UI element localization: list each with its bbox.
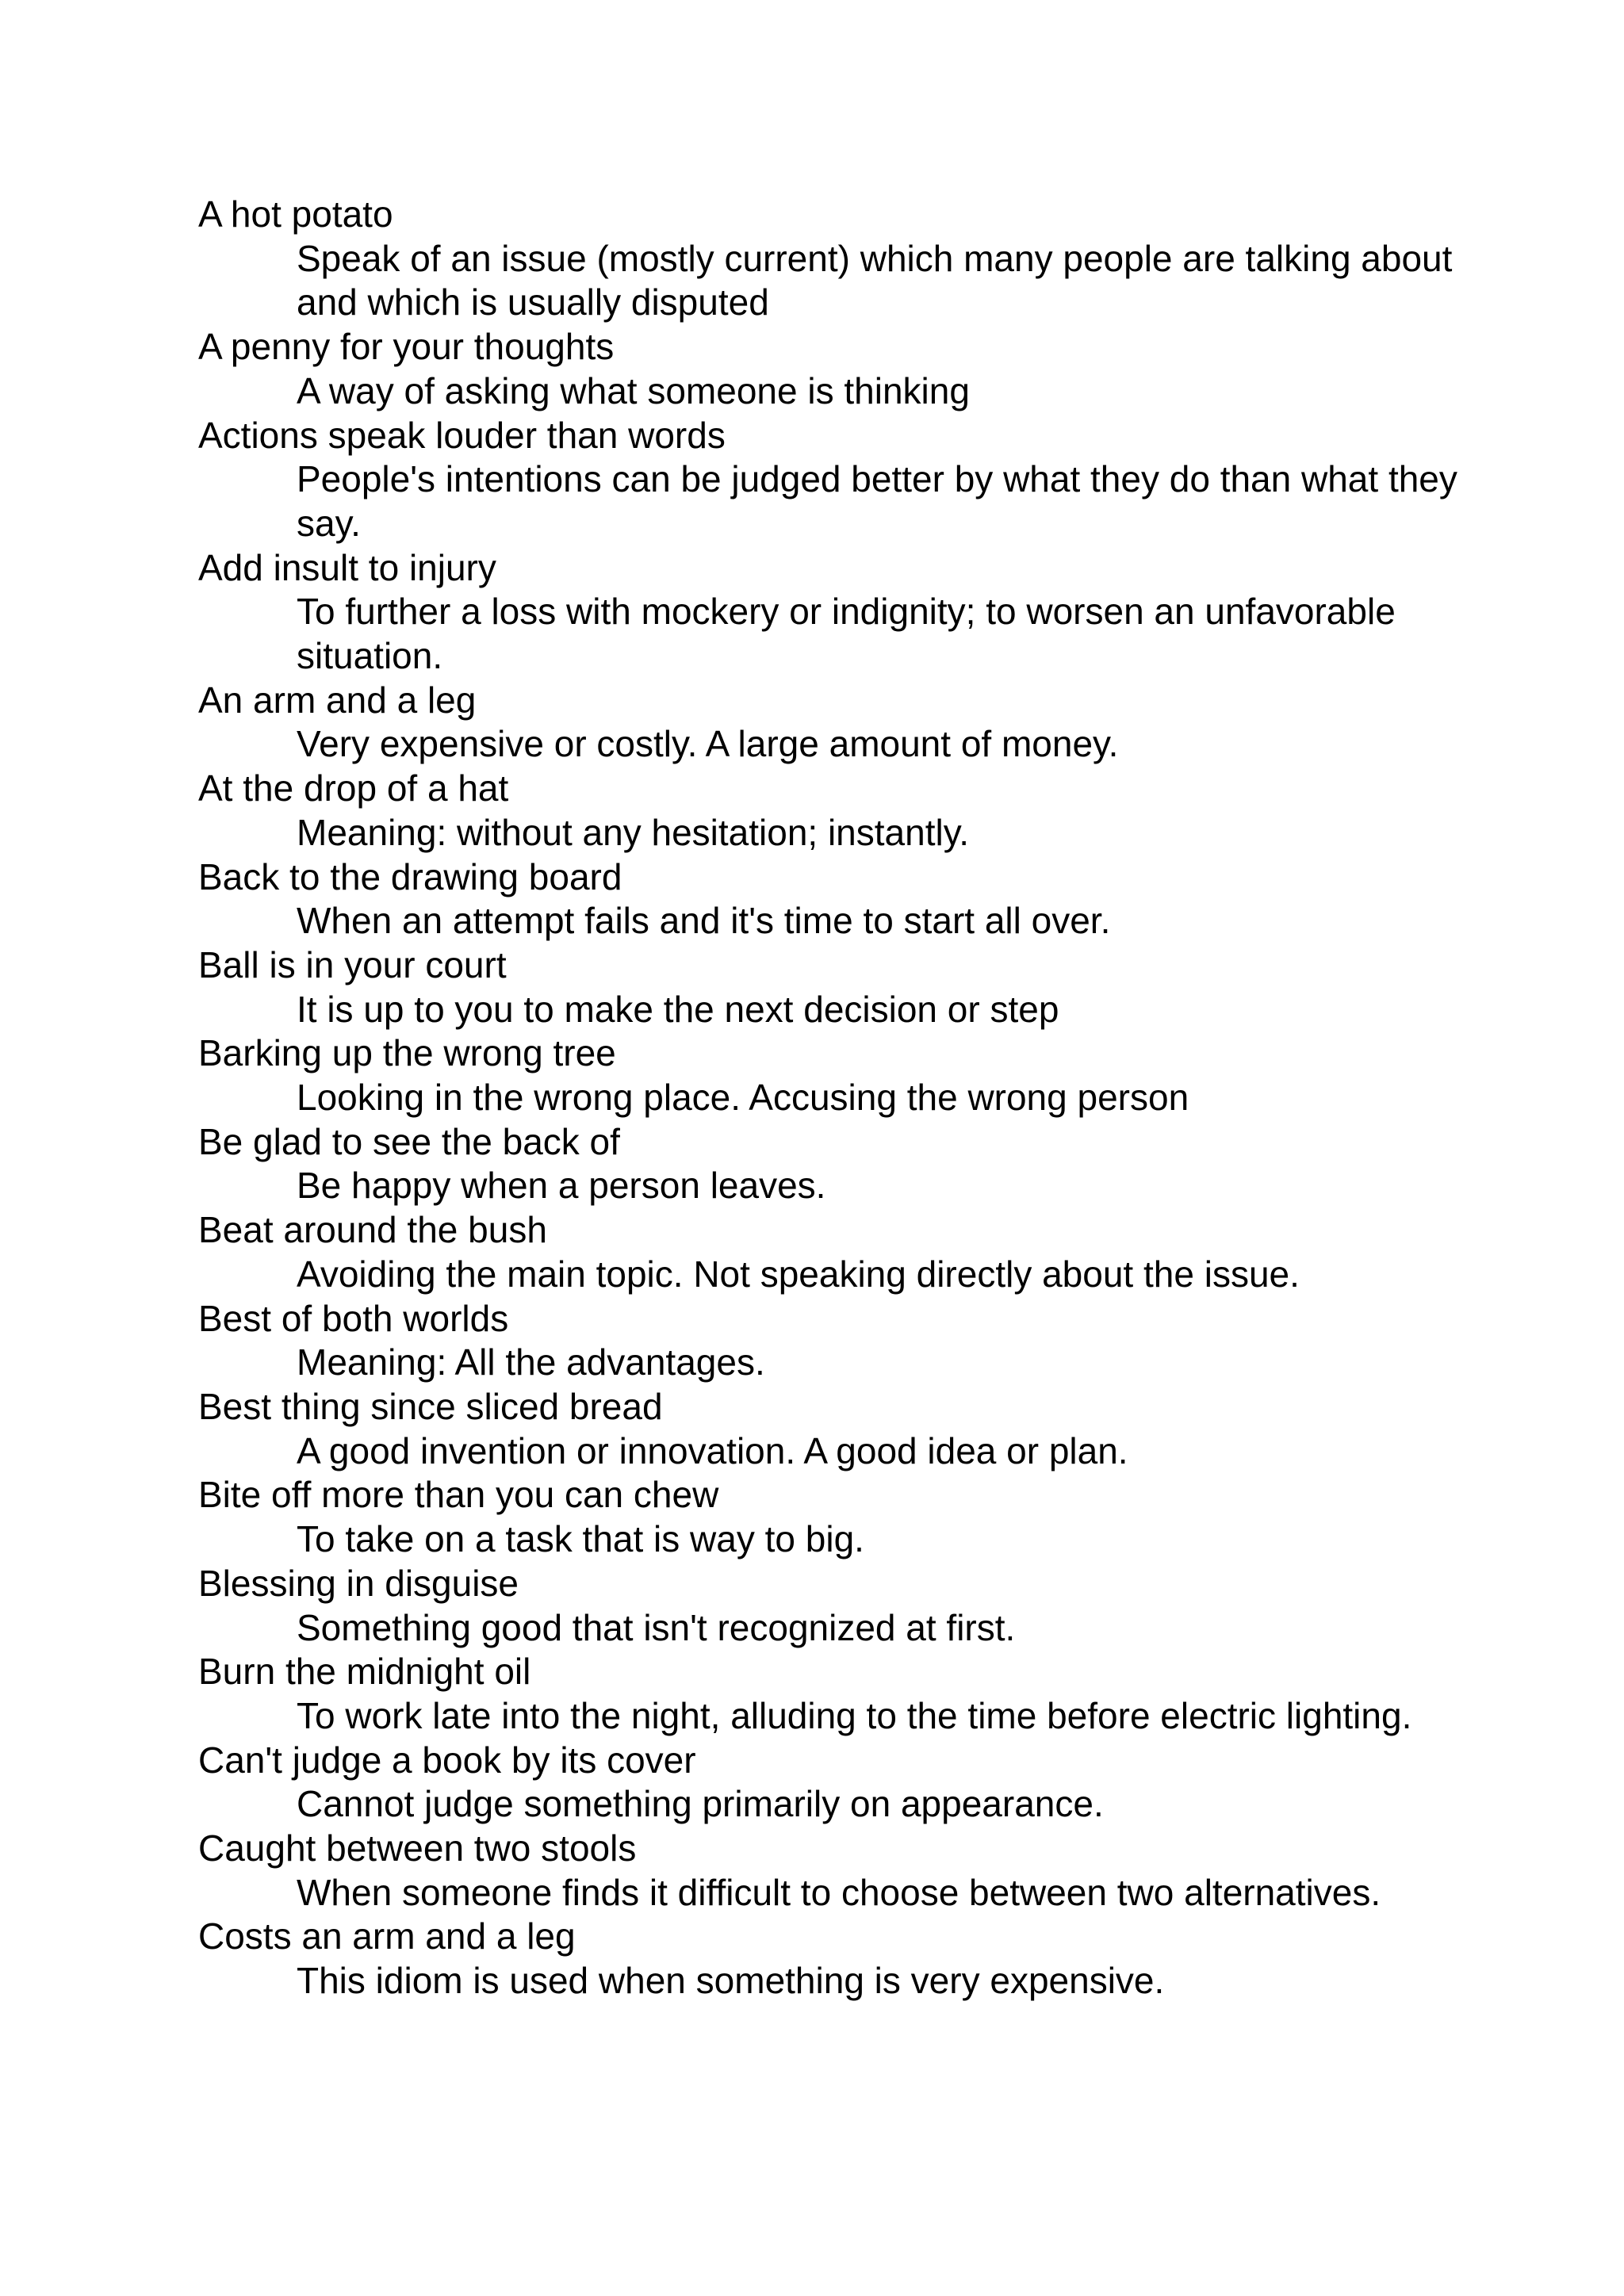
idiom-entry [198,1208,1507,1296]
idiom-term: Back to the drawing board [198,855,622,897]
idiom-term: Can't judge a book by its cover [198,1739,696,1781]
idiom-term: Best thing since sliced bread [198,1385,663,1427]
idiom-meaning: To work late into the night, alluding to the time before electric lighting. [297,1694,1412,1736]
idiom-term: Costs an arm and a leg [198,1915,576,1957]
idiom-term: Actions speak louder than words [198,414,726,456]
idiom-entry [198,1739,1507,1827]
idiom-meaning: To further a loss with mockery or indignity; to worsen an unfavorable situation. [297,591,1396,677]
idiom-meaning: Speak of an issue (mostly current) which many people are talking about and which is usually disputed [297,237,1453,323]
idiom-entry [198,1031,1507,1119]
idiom-meaning: Meaning: All the advantages. [297,1341,765,1383]
idiom-meaning: Looking in the wrong place. Accusing the wrong person [297,1077,1189,1119]
idiom-meaning: People's intentions can be judged better by what they do than what they say. [297,458,1457,544]
idiom-term: Barking up the wrong tree [198,1032,616,1074]
idiom-list [198,193,1507,2003]
idiom-entry [198,943,1507,1031]
idiom-entry [198,1385,1507,1473]
idiom-entry [198,1915,1507,2003]
idiom-term: Bite off more than you can chew [198,1474,719,1516]
idiom-entry [198,1297,1507,1385]
idiom-entry [198,767,1507,855]
idiom-entry [198,1120,1507,1208]
idiom-entry [198,193,1507,325]
idiom-entry [198,414,1507,546]
idiom-meaning: Something good that isn't recognized at first. [297,1606,1016,1648]
idiom-term: A penny for your thoughts [198,326,615,368]
idiom-entry [198,679,1507,767]
idiom-term: Ball is in your court [198,943,507,985]
idiom-meaning: To take on a task that is way to big. [297,1518,864,1560]
idiom-term: Add insult to injury [198,546,496,588]
idiom-term: At the drop of a hat [198,767,509,809]
idiom-term: An arm and a leg [198,679,477,721]
idiom-term: Beat around the bush [198,1209,547,1251]
idiom-entry [198,1473,1507,1561]
idiom-entry [198,1650,1507,1738]
idiom-term: Burn the midnight oil [198,1651,531,1693]
idiom-meaning: Meaning: without any hesitation; instantly. [297,811,970,853]
idiom-term: Caught between two stools [198,1827,637,1869]
idiom-term: A hot potato [198,193,393,235]
idiom-entry [198,546,1507,679]
idiom-entry [198,325,1507,413]
idiom-meaning: Cannot judge something primarily on appearance. [297,1783,1104,1825]
idiom-meaning: When an attempt fails and it's time to start all over. [297,900,1111,942]
idiom-meaning: This idiom is used when something is very expensive. [297,1960,1165,2002]
idiom-meaning: Very expensive or costly. A large amount of money. [297,723,1119,765]
idiom-entry [198,855,1507,943]
idiom-meaning: Avoiding the main topic. Not speaking directly about the issue. [297,1253,1300,1295]
idiom-term: Be glad to see the back of [198,1120,620,1162]
idiom-term: Blessing in disguise [198,1562,519,1604]
idiom-meaning: Be happy when a person leaves. [297,1165,826,1207]
idiom-meaning: A way of asking what someone is thinking [297,369,970,411]
idiom-term: Best of both worlds [198,1297,509,1339]
idiom-meaning: It is up to you to make the next decision or step [297,988,1059,1030]
idiom-meaning: When someone finds it difficult to choose between two alternatives. [297,1871,1381,1913]
idiom-entry [198,1562,1507,1650]
idiom-meaning: A good invention or innovation. A good idea or plan. [297,1429,1128,1471]
idiom-entry [198,1827,1507,1915]
